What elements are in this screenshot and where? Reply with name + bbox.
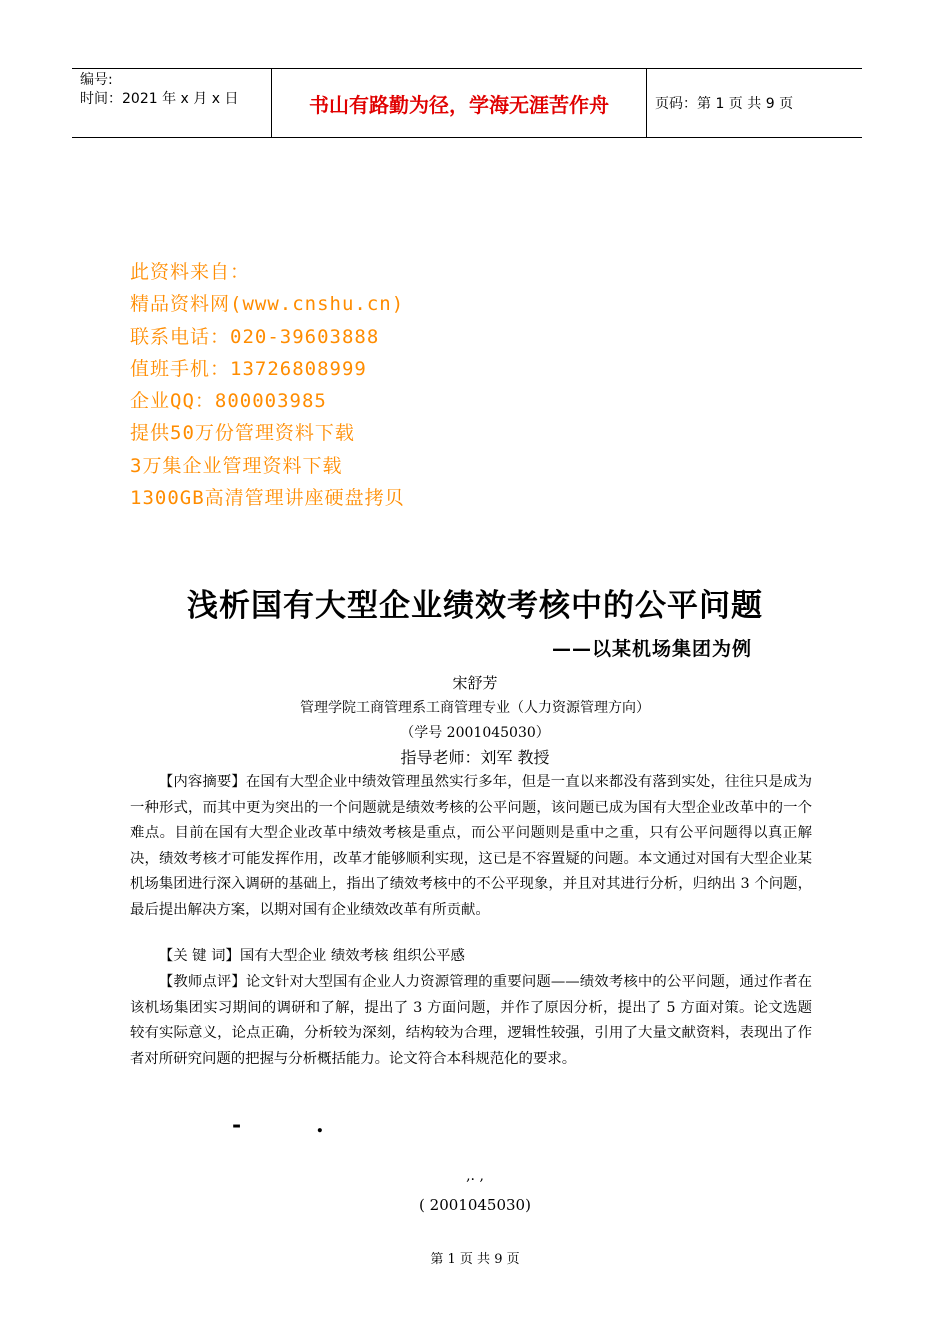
page-footer: 第 1 页 共 9 页 — [430, 1252, 520, 1267]
department: 管理学院工商管理系工商管理专业（人力资源管理方向） — [300, 700, 650, 716]
number-label: 编号: — [80, 72, 113, 88]
page-info: 页码：第 1 页 共 9 页 — [655, 96, 794, 112]
ad-line: 提供50万份管理资料下载 — [130, 422, 355, 445]
abstract: 【内容摘要】在国有大型企业中绩效管理虽然实行多年，但是一直以来都没有落到实处，往往只是成为一种形式，而其中更为突出的一个问题就是绩效考核的公平问题，该问题已成为国有大型企业改革中的一个难点。目前在国有大型企业改革中绩效考核是重点，而公平问题则是重中之重，只有公平问题得以真正解决，绩效考核才可能发挥作用，改革才能够顺利实现，这已是不容置疑的问题。本文通过对国有大型企业某机场集团进行深入调研的基础上，指出了绩效考核中的不公平现象，并且对其进行分析，归纳出 3 个问题，最后提出解决方案，以期对国有企业绩效改革有所贡献。 — [130, 774, 812, 918]
ad-line: 值班手机：13726808999 — [130, 357, 367, 380]
dot-mark: . — [316, 1112, 324, 1138]
header-info-cell — [72, 69, 272, 137]
header-table — [72, 68, 862, 138]
advertisement-block — [130, 256, 405, 514]
student-id: （学号 2001045030） — [400, 725, 550, 741]
ad-line: 此资料来自： — [130, 261, 251, 283]
keywords: 【关 键 词】国有大型企业 绩效考核 组织公平感 — [158, 948, 465, 964]
stray-marks — [0, 1112, 950, 1142]
teacher-review: 【教师点评】论文针对大型国有企业人力资源管理的重要问题——绩效考核中的公平问题，通过作者在该机场集团实习期间的调研和了解，提出了 3 方面问题，并作了原因分析，提出了 5 方面对策。论文选题较有实际意义，论点正确，分析较为深刻，结构较为合理，逻辑性较强，引用了大量文献资料，表现出了作者对所研究问题的把握与分析概括能力。论文符合本科规范化的要求。 — [130, 974, 812, 1067]
ad-line: 企业QQ：800003985 — [130, 390, 327, 413]
motto: 书山有路勤为径，学海无涯苦作舟 — [272, 69, 647, 137]
paper-subtitle: ——以某机场集团为例 — [552, 638, 753, 660]
ad-line: 1300GB高清管理讲座硬盘拷贝 — [130, 487, 405, 510]
ad-line: 精品资料网(www.cnshu.cn) — [130, 293, 405, 316]
advisor: 指导老师：刘军 教授 — [400, 748, 550, 767]
time-label: 时间：2021 年 x 月 x 日 — [80, 91, 239, 107]
paper-title: 浅析国有大型企业绩效考核中的公平问题 — [187, 588, 763, 624]
ad-line: 联系电话：020-39603888 — [130, 325, 380, 348]
author: 宋舒芳 — [452, 674, 498, 692]
student-id-repeat: ( 2001045030) — [419, 1196, 531, 1214]
stray-punctuation: ,. , — [466, 1168, 484, 1184]
dash-mark: - — [232, 1112, 242, 1138]
ad-line: 3万集企业管理资料下载 — [130, 454, 343, 477]
